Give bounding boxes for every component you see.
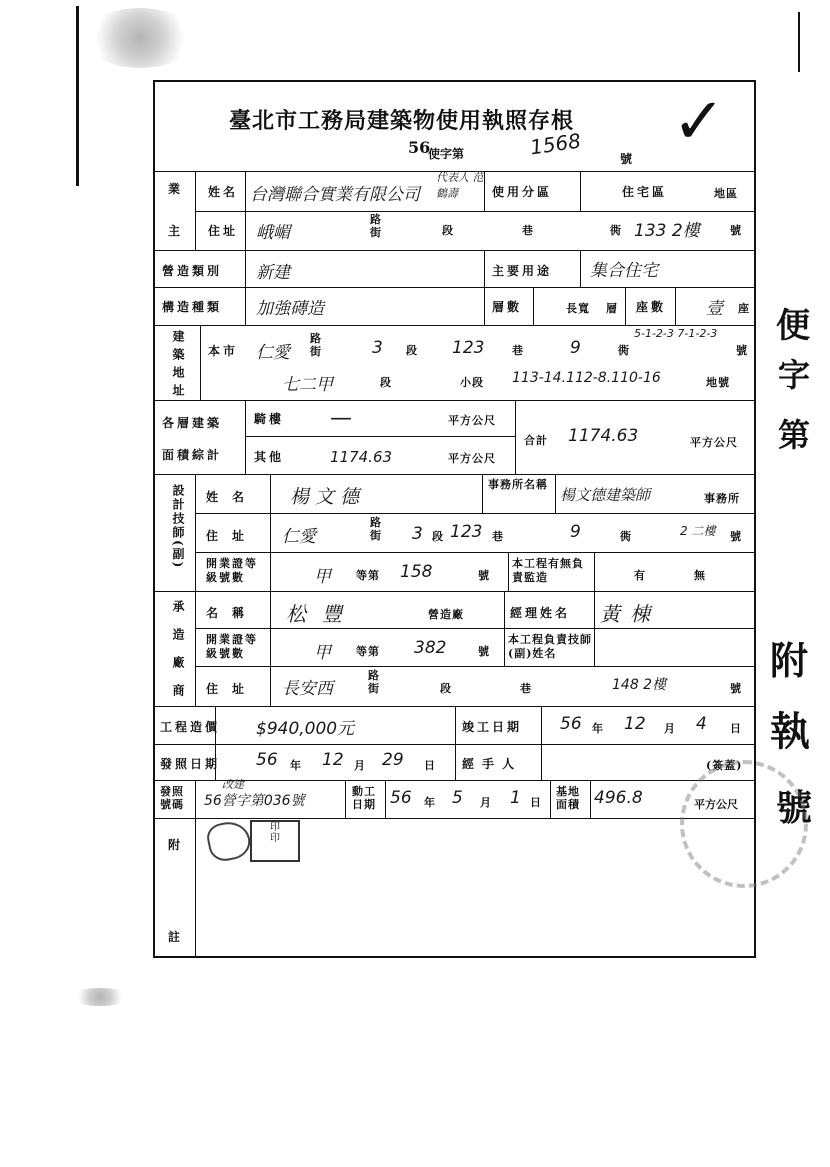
- other-label: 其他: [254, 450, 285, 464]
- site-land-section-label: 段: [380, 376, 392, 389]
- issue-day-label: 日: [424, 759, 436, 772]
- total-label: 合計: [524, 434, 548, 447]
- completion-day: 4: [696, 714, 707, 734]
- designer-license-suffix: 號: [478, 569, 490, 582]
- permit-suffix: 號: [620, 152, 633, 166]
- side-char-1: 便: [776, 306, 810, 346]
- start-year-label: 年: [424, 796, 436, 809]
- rule-v: [541, 706, 542, 744]
- contractor-license-grade: 甲: [314, 643, 331, 663]
- issue-year: 56: [256, 750, 278, 770]
- side-char-5: 執: [770, 708, 810, 755]
- designer-office-value: 楊文德建築師: [560, 486, 651, 504]
- rule-v: [195, 818, 196, 958]
- scan-smudge: [85, 8, 195, 68]
- site-section-value: 3: [372, 338, 383, 358]
- contractor-address-label: 住址: [206, 682, 259, 696]
- contractor-license-label: 開業證等級號數: [206, 633, 258, 660]
- contractor-section-label: 段: [440, 682, 452, 695]
- rule-h: [153, 591, 756, 592]
- issue-label: 發照日期: [160, 757, 221, 771]
- designer-lane-value: 123: [450, 522, 483, 542]
- owner-lane-label: 巷: [522, 224, 534, 237]
- owner-group-label-2: 主: [168, 224, 184, 238]
- floors-unit: 層: [606, 302, 618, 315]
- rule-v: [245, 250, 246, 325]
- rule-h: [153, 400, 756, 401]
- designer-no-label: 號: [730, 530, 742, 543]
- rule-v: [195, 780, 196, 818]
- rule-v: [345, 780, 346, 818]
- designer-lane-label: 巷: [492, 530, 504, 543]
- side-char-6: 號: [776, 787, 813, 829]
- rule-v: [590, 780, 591, 818]
- owner-name-value: 台灣聯合實業有限公司: [250, 185, 420, 205]
- scan-smudge-bottom: [70, 988, 130, 1006]
- contractor-license-no: 382: [414, 638, 447, 658]
- owner-section-label: 段: [442, 224, 454, 237]
- cost-value: $940,000元: [256, 719, 355, 739]
- designer-road-label: 路街: [370, 516, 382, 542]
- rule-h: [153, 818, 756, 819]
- floors-long-label: 長寬: [566, 302, 590, 315]
- rule-v: [482, 474, 483, 513]
- seal-stamp-icon: 印 印: [250, 820, 300, 862]
- rule-v: [245, 400, 246, 474]
- designer-no-value: 2 二樓: [680, 524, 716, 538]
- rule-h: [153, 250, 756, 251]
- arcade-value: —: [330, 406, 352, 431]
- owner-address-value: 峨嵋: [256, 223, 290, 243]
- floor-area-label-b: 面積綜計: [162, 448, 223, 462]
- completion-label: 竣工日期: [462, 720, 523, 734]
- rule-v: [200, 325, 201, 400]
- site-lane-value: 123: [452, 338, 485, 358]
- site-area-label: 基地面積: [556, 785, 580, 811]
- issue-month: 12: [322, 750, 344, 770]
- arcade-label: 騎樓: [254, 412, 285, 426]
- site-road-value: 仁愛: [256, 343, 290, 363]
- contractor-license-suffix: 號: [478, 645, 490, 658]
- designer-license-no: 158: [400, 562, 433, 582]
- rule-v: [455, 706, 456, 744]
- rule-v: [675, 287, 676, 325]
- owner-zone-label: 使用分區: [492, 185, 553, 199]
- owner-road-label: 路街: [370, 213, 382, 239]
- count-label: 座數: [636, 300, 667, 314]
- completion-year: 56: [560, 714, 582, 734]
- rule-h: [195, 628, 756, 629]
- rule-v: [195, 591, 196, 706]
- rule-h: [195, 552, 756, 553]
- construction-type-label: 營造類別: [162, 264, 223, 278]
- start-day-label: 日: [530, 796, 542, 809]
- contractor-name-value: 松豐: [286, 602, 358, 626]
- remarks-label-top: 附: [168, 838, 184, 852]
- site-area-value: 496.8: [594, 788, 643, 808]
- floor-area-label-a: 各層建築: [162, 416, 223, 430]
- contractor-name-suffix: 營造廠: [428, 608, 464, 621]
- sign-label: (簽蓋): [706, 759, 743, 772]
- rule-v: [550, 780, 551, 818]
- designer-road-value: 仁愛: [282, 527, 316, 547]
- rule-v: [515, 400, 516, 474]
- arcade-unit: 平方公尺: [448, 414, 496, 427]
- site-lot-label: 地號: [706, 376, 730, 389]
- count-value: 壹: [706, 299, 723, 319]
- start-day: 1: [510, 788, 521, 808]
- rule-v: [594, 552, 595, 591]
- owner-name-note: 代表人 范鶴壽: [436, 171, 484, 200]
- start-month: 5: [452, 788, 463, 808]
- side-char-3: 第: [778, 416, 811, 454]
- contractor-group-label: 承造廠商: [171, 600, 185, 712]
- contractor-no-value: 148 2樓: [612, 677, 667, 693]
- rule-v: [195, 474, 196, 591]
- issue-year-label: 年: [290, 759, 302, 772]
- designer-license-label: 開業證等級號數: [206, 557, 258, 584]
- contractor-tech-label: 本工程負責技師(副)姓名: [508, 633, 592, 660]
- cost-label: 工程造價: [160, 720, 221, 734]
- scan-edge-line-right: [798, 12, 800, 72]
- designer-section-label: 段: [432, 530, 444, 543]
- site-section-label: 段: [406, 344, 418, 357]
- rule-v: [594, 591, 595, 666]
- designer-section-value: 3: [412, 524, 423, 544]
- official-seal-icon: [680, 760, 808, 888]
- checkmark-icon: ✓: [672, 85, 726, 159]
- designer-supervise-value: 有: [634, 569, 646, 582]
- start-year: 56: [390, 788, 412, 808]
- remarks-label-bottom: 註: [168, 930, 184, 944]
- contractor-manager-value: 黃棟: [600, 602, 660, 626]
- owner-zone-value: 住宅區: [622, 185, 668, 199]
- rule-h: [195, 513, 756, 514]
- designer-office-label: 事務所名稱: [488, 478, 548, 491]
- designer-name-label: 姓名: [206, 490, 259, 504]
- permit-ref-note: 改建: [222, 778, 244, 791]
- rule-v: [195, 171, 196, 250]
- rule-v: [555, 474, 556, 513]
- rule-v: [580, 250, 581, 287]
- issue-day: 29: [382, 750, 404, 770]
- rule-v: [504, 591, 505, 666]
- handler-label: 經手人: [462, 757, 523, 771]
- rule-h: [153, 325, 756, 326]
- site-alley-label: 衖: [618, 344, 630, 357]
- contractor-road-label: 路街: [368, 669, 380, 695]
- designer-alley-value: 9: [570, 522, 581, 542]
- side-char-2: 字: [778, 356, 811, 394]
- rule-v: [580, 171, 581, 211]
- permit-year: 56: [408, 138, 431, 157]
- designer-name-value: 楊文德: [290, 486, 366, 508]
- total-value: 1174.63: [568, 426, 639, 446]
- rule-v: [508, 552, 509, 591]
- site-lane-label: 巷: [512, 344, 524, 357]
- contractor-lane-label: 巷: [520, 682, 532, 695]
- designer-office-suffix: 事務所: [704, 492, 740, 505]
- floors-label: 層數: [492, 300, 523, 314]
- site-no-label: 號: [736, 344, 748, 357]
- side-char-4: 附: [770, 638, 809, 683]
- structure-label: 構造種類: [162, 300, 223, 314]
- permit-ref-value: 56營字第036號: [204, 793, 305, 809]
- rule-v: [484, 250, 485, 287]
- contractor-no-label: 號: [730, 682, 742, 695]
- owner-address-label: 住址: [208, 224, 239, 238]
- contractor-manager-label: 經理姓名: [510, 606, 571, 620]
- completion-year-label: 年: [592, 722, 604, 735]
- rule-v: [533, 287, 534, 325]
- rule-v: [484, 287, 485, 325]
- site-road-label: 路街: [310, 332, 322, 358]
- rule-v: [455, 744, 456, 780]
- count-unit: 座: [738, 302, 750, 315]
- other-unit: 平方公尺: [448, 452, 496, 465]
- start-label: 動工日期: [352, 785, 376, 811]
- rule-h: [245, 436, 515, 437]
- site-area-unit: 平方公尺: [694, 798, 738, 811]
- rule-h: [153, 287, 756, 288]
- owner-group-label-1: 業: [168, 182, 184, 196]
- rule-v: [385, 780, 386, 818]
- designer-license-mid: 等第: [356, 569, 380, 582]
- owner-name-label: 姓名: [208, 185, 239, 199]
- rule-v: [245, 171, 246, 250]
- construction-type-value: 新建: [256, 263, 290, 283]
- designer-address-label: 住址: [206, 529, 259, 543]
- other-value: 1174.63: [330, 448, 393, 466]
- document-title: 臺北市工務局建築物使用執照存根: [229, 108, 575, 134]
- site-city-label: 本市: [208, 344, 239, 358]
- main-use-value: 集合住宅: [590, 261, 658, 281]
- rule-v: [270, 591, 271, 706]
- designer-license-grade: 甲: [314, 567, 331, 587]
- contractor-name-label: 名稱: [206, 606, 259, 620]
- site-alley-value: 9: [570, 338, 581, 358]
- total-unit: 平方公尺: [690, 436, 738, 449]
- permit-type: 使字第: [428, 147, 465, 161]
- owner-address-no: 133 2樓: [634, 221, 700, 241]
- designer-supervise-suffix: 無: [694, 569, 706, 582]
- rule-v: [270, 474, 271, 591]
- main-use-label: 主要用途: [492, 264, 553, 278]
- contractor-license-mid: 等第: [356, 645, 380, 658]
- completion-month: 12: [624, 714, 646, 734]
- rule-v: [541, 744, 542, 780]
- scan-edge-line: [76, 6, 79, 186]
- contractor-address-value: 長安西: [282, 679, 333, 699]
- site-no-value: 5-1-2-3 7-1-2-3: [634, 327, 718, 340]
- issue-month-label: 月: [354, 759, 366, 772]
- permit-ref-label: 發照號碼: [160, 785, 184, 811]
- rule-h: [153, 474, 756, 475]
- site-lot-value: 113-14.112-8.110-16: [512, 370, 661, 386]
- owner-zone-suffix: 地區: [714, 187, 738, 200]
- owner-address-no-label: 號: [730, 224, 742, 237]
- start-month-label: 月: [480, 796, 492, 809]
- rule-h: [195, 666, 756, 667]
- designer-group-label: 設計技師(副): [171, 484, 185, 570]
- permit-number: 1568: [528, 128, 583, 160]
- rule-h: [195, 211, 756, 212]
- completion-day-label: 日: [730, 722, 742, 735]
- designer-alley-label: 衖: [620, 530, 632, 543]
- owner-alley-label: 衖: [610, 224, 622, 237]
- completion-month-label: 月: [664, 722, 676, 735]
- structure-value: 加強磚造: [256, 299, 324, 319]
- site-group-label: 建築地址: [171, 330, 185, 402]
- site-land-section-value: 七二甲: [282, 375, 333, 395]
- designer-supervise-label: 本工程有無負責監造: [512, 557, 584, 584]
- site-sub-section-label: 小段: [460, 376, 484, 389]
- rule-v: [625, 287, 626, 325]
